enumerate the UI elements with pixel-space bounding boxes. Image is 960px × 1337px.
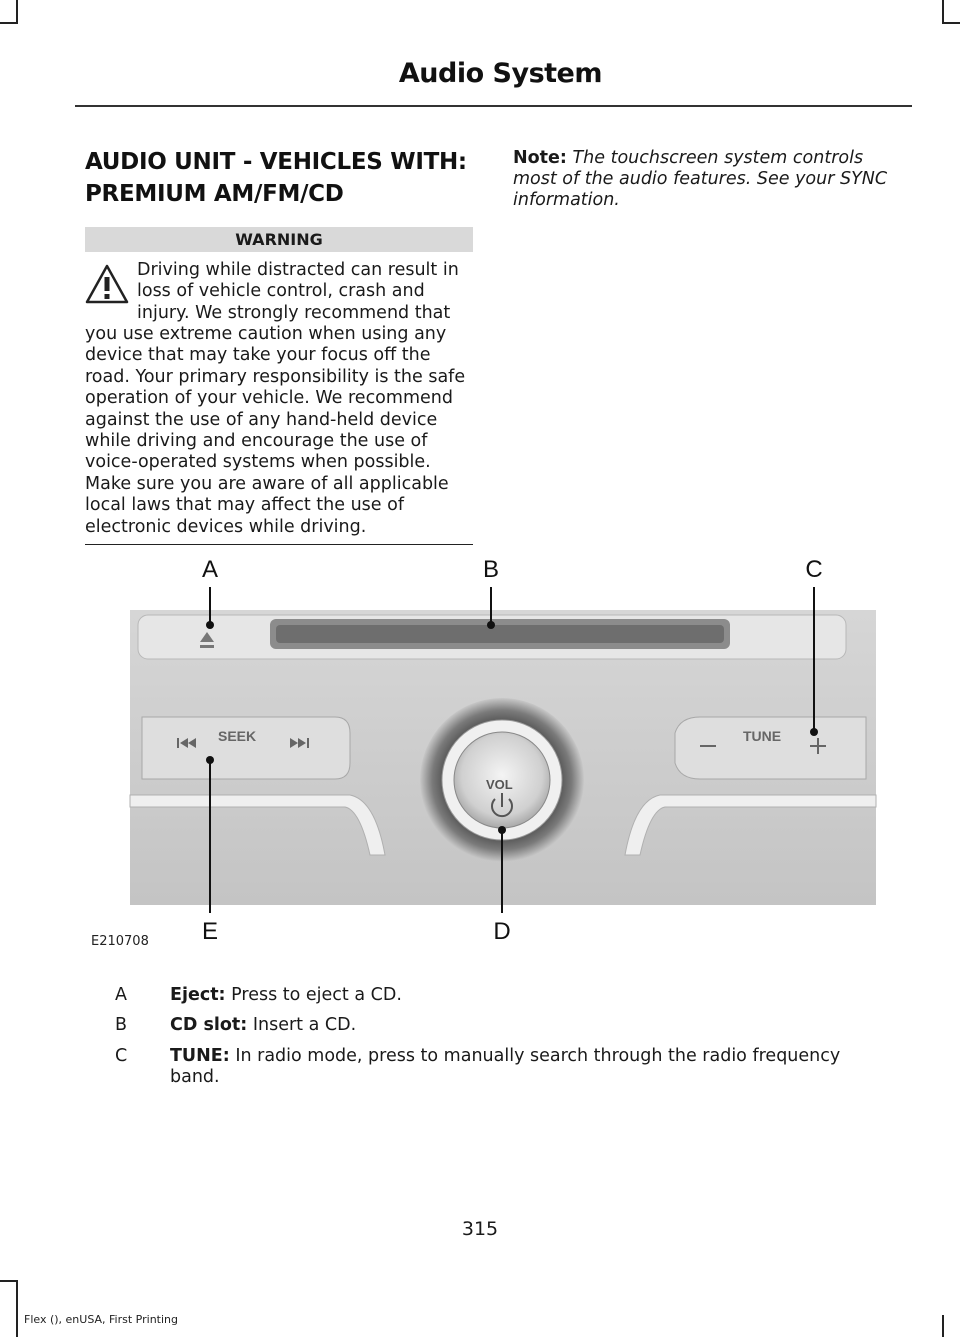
section-heading-line1: AUDIO UNIT - VEHICLES WITH: [85, 149, 467, 175]
warning-text-top: Driving while distracted can result in loss of vehicle control, crash and injury. We strongly recommend that [137, 260, 459, 323]
section-heading-line2: PREMIUM AM/FM/CD [85, 181, 344, 207]
note [513, 148, 893, 211]
legend-letter: A [115, 985, 127, 1005]
callout-a: A [201, 556, 219, 583]
warning-rule [85, 544, 473, 545]
tune-label: TUNE [743, 728, 782, 744]
vol-label: VOL [486, 777, 513, 792]
legend-desc: In radio mode, press to manually search through the radio frequency band. [170, 1046, 841, 1087]
legend-term: CD slot: [170, 1015, 248, 1035]
crop-mark [0, 22, 18, 24]
audio-unit-illustration [100, 555, 900, 955]
callout-e: E [201, 918, 219, 945]
legend-text [170, 985, 890, 1006]
warning-triangle-icon [84, 262, 130, 306]
page-number: 315 [461, 1218, 499, 1240]
callout-b: B [482, 556, 500, 583]
warning-label: WARNING [85, 227, 473, 252]
legend-letter: B [115, 1015, 128, 1035]
figure-id: E210708 [91, 934, 149, 949]
header-rule [75, 105, 912, 107]
legend-desc: Insert a CD. [252, 1015, 357, 1035]
crop-mark [942, 22, 960, 24]
crop-mark [16, 0, 18, 22]
note-text: The touchscreen system controls most of the audio features. See your SYNC information. [513, 148, 888, 210]
legend-text [170, 1015, 890, 1036]
callout-c: C [805, 556, 823, 583]
legend-desc: Press to eject a CD. [231, 985, 402, 1005]
warning-text-rest: you use extreme caution when using any device that may take your focus off the road. Your primary responsibility is the safe operation of your vehicle. We recommend against the use of any hand-held device while driving and encourage the use of voice-operated systems when possible. Make sure you are aware of all applicable local laws that may affect the use of electronic devices while driving. [85, 324, 466, 537]
note-label: Note: [513, 148, 567, 168]
crop-mark [942, 0, 944, 22]
legend-term: Eject: [170, 985, 226, 1005]
crop-mark [16, 1280, 18, 1337]
callout-d: D [493, 918, 511, 945]
legend-term: TUNE: [170, 1046, 230, 1066]
section-title: Audio System [398, 58, 602, 89]
crop-mark [942, 1315, 944, 1337]
print-footer: Flex (), enUSA, First Printing [24, 1313, 178, 1326]
crop-mark [0, 1280, 18, 1282]
seek-label: SEEK [218, 728, 257, 744]
legend-letter: C [115, 1046, 128, 1066]
legend-text [170, 1046, 890, 1088]
